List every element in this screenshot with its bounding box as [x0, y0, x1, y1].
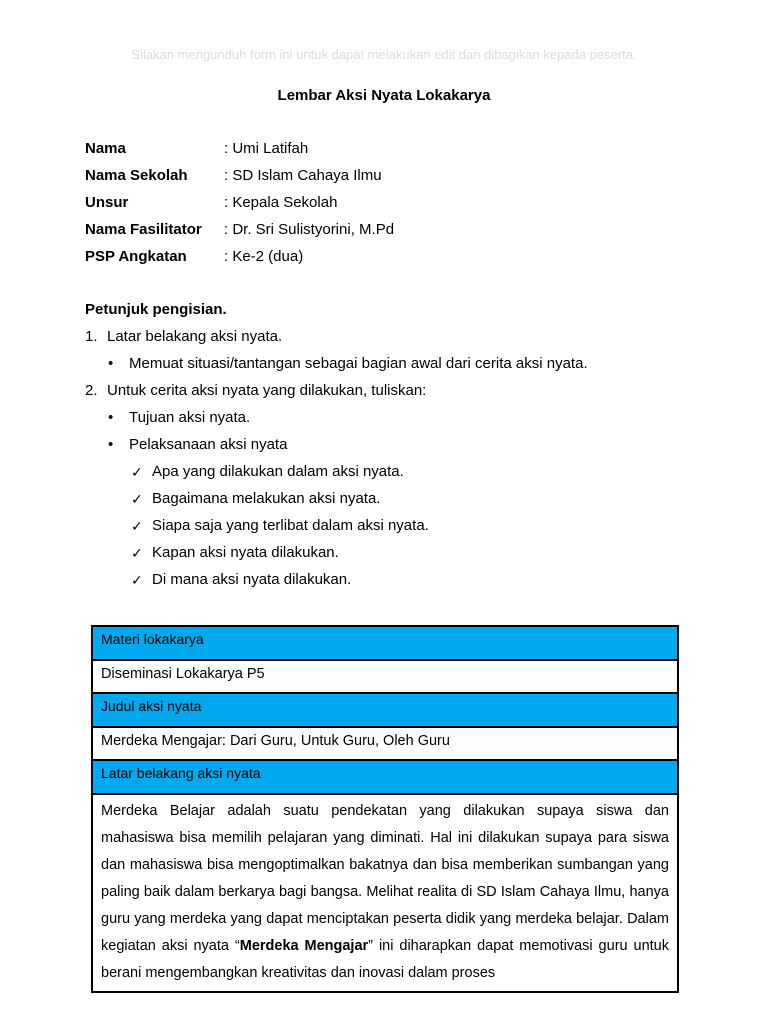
info-row-nama — [85, 139, 685, 166]
bullet-icon: • — [108, 436, 114, 453]
check-text: Apa yang dilakukan dalam aksi nyata. — [152, 463, 404, 480]
item-text: Latar belakang aksi nyata. — [107, 328, 283, 345]
item-text: Untuk cerita aksi nyata yang dilakukan, tuliskan: — [107, 382, 427, 399]
bullet-item — [85, 435, 705, 462]
bullet-text: Tujuan aksi nyata. — [129, 409, 251, 426]
item-number: 1. — [85, 328, 98, 345]
bullet-text: Memuat situasi/tantangan sebagai bagian awal dari cerita aksi nyata. — [129, 355, 588, 372]
check-item — [85, 489, 705, 516]
check-text: Siapa saja yang terlibat dalam aksi nyata. — [152, 517, 429, 534]
info-value: : Dr. Sri Sulistyorini, M.Pd — [224, 221, 395, 238]
info-value: : Kepala Sekolah — [224, 194, 338, 211]
checkmark-icon: ✓ — [131, 518, 143, 534]
bullet-icon: • — [108, 355, 114, 372]
table-cell-latar — [93, 795, 677, 991]
instructions-section — [85, 300, 705, 597]
latar-text-before: Merdeka Belajar adalah suatu pendekatan yang dilakukan supaya siswa dan mahasiswa bisa memilih pelajaran yang diminati. Hal ini dilakukan supaya para siswa dan mahasiswa bisa mengoptimalkan bakatnya dan bisa memberikan sumbangan yang paling baik dalam berkarya bagi bangsa. Melihat realita di SD Islam Cahaya Ilmu, hanya guru yang merdeka yang dapat menciptakan peserta didik yang merdeka belajar. Dalam kegiatan aksi nyata “ — [101, 803, 669, 954]
info-label: Nama — [85, 140, 126, 157]
table-header-materi: Materi lokakarya — [93, 627, 677, 661]
check-item — [85, 570, 705, 597]
latar-text-after: ” ini diharapkan dapat memotivasi guru untuk berani mengembangkan kreativitas dan inovasi dalam proses — [101, 938, 669, 981]
bullet-icon: • — [108, 409, 114, 426]
table-header-judul: Judul aksi nyata — [93, 694, 677, 728]
bullet-text: Pelaksanaan aksi nyata — [129, 436, 288, 453]
table-header-latar: Latar belakang aksi nyata — [93, 761, 677, 795]
info-value: : SD Islam Cahaya Ilmu — [224, 167, 382, 184]
check-item — [85, 543, 705, 570]
table-cell-judul: Merdeka Mengajar: Dari Guru, Untuk Guru, Oleh Guru — [93, 728, 677, 761]
info-label: PSP Angkatan — [85, 248, 187, 265]
bullet-item — [85, 408, 705, 435]
identity-section — [85, 139, 685, 274]
check-text: Bagaimana melakukan aksi nyata. — [152, 490, 381, 507]
info-label: Nama Sekolah — [85, 167, 188, 184]
table-cell-materi: Diseminasi Lokakarya P5 — [93, 661, 677, 694]
info-row-angkatan — [85, 247, 685, 274]
check-item — [85, 516, 705, 543]
page-title: Lembar Aksi Nyata Lokakarya — [277, 87, 491, 104]
checkmark-icon: ✓ — [131, 545, 143, 561]
item-number: 2. — [85, 382, 98, 399]
info-label: Nama Fasilitator — [85, 221, 202, 238]
info-row-unsur — [85, 193, 685, 220]
bullet-item — [85, 354, 705, 381]
numbered-item — [85, 381, 705, 408]
info-value: : Umi Latifah — [224, 140, 309, 157]
info-row-nama-sekolah — [85, 166, 685, 193]
check-text: Kapan aksi nyata dilakukan. — [152, 544, 339, 561]
download-notice: Silakan mengunduh form ini untuk dapat melakukan edit dan dibagikan kepada peserta. — [131, 47, 637, 62]
check-text: Di mana aksi nyata dilakukan. — [152, 571, 352, 588]
instructions-heading: Petunjuk pengisian. — [85, 301, 227, 318]
checkmark-icon: ✓ — [131, 464, 143, 480]
check-item — [85, 462, 705, 489]
latar-text-bold: Merdeka Mengajar — [239, 938, 369, 954]
info-row-fasilitator — [85, 220, 685, 247]
checkmark-icon: ✓ — [131, 491, 143, 507]
info-label: Unsur — [85, 194, 129, 211]
checkmark-icon: ✓ — [131, 572, 143, 588]
info-value: : Ke-2 (dua) — [224, 248, 304, 265]
action-table — [91, 625, 679, 993]
numbered-item — [85, 327, 705, 354]
